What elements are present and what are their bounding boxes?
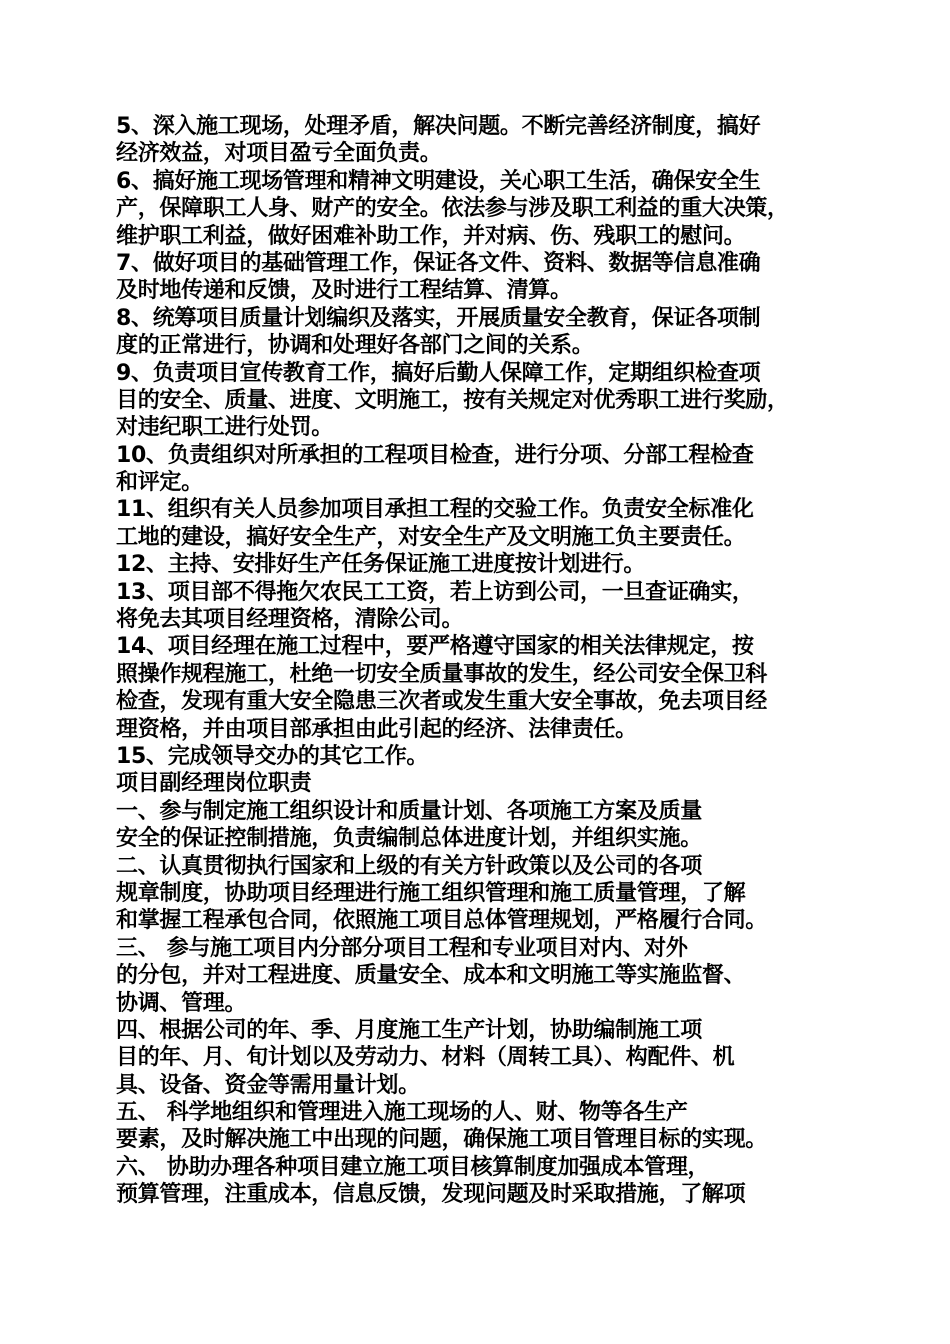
- text-line: 照操作规程施工，杜绝一切安全质量事故的发生，经公司安全保卫科: [116, 661, 768, 687]
- text-line: 的分包，并对工程进度、质量安全、成本和文明施工等实施监督、: [116, 963, 746, 989]
- text-line: 四、根据公司的年、季、月度施工生产计划，协助编制施工项: [116, 1017, 702, 1043]
- text-line: 对违纪职工进行处罚。: [116, 415, 334, 441]
- text-line: 11、组织有关人员参加项目承担工程的交验工作。负责安全标准化: [116, 497, 754, 523]
- text-line: 9、负责项目宣传教育工作，搞好后勤人保障工作，定期组织检查项: [116, 360, 761, 386]
- text-line: 具、设备、资金等需用量计划。: [116, 1072, 420, 1098]
- text-line: 目的安全、质量、进度、文明施工，按有关规定对优秀职工进行奖励，: [116, 387, 789, 413]
- text-line: 产，保障职工人身、财产的安全。依法参与涉及职工利益的重大决策，: [116, 196, 789, 222]
- text-line: 12、主持、安排好生产任务保证施工进度按计划进行。: [116, 552, 646, 578]
- text-line: 理资格，并由项目部承担由此引起的经济、法律责任。: [116, 716, 637, 742]
- text-line: 14、项目经理在施工过程中，要严格遵守国家的相关法律规定，按: [116, 634, 754, 660]
- text-line: 将免去其项目经理资格，清除公司。: [116, 607, 464, 633]
- text-line: 要素，及时解决施工中出现的问题，确保施工项目管理目标的实现。: [116, 1127, 768, 1153]
- text-line: 10、负责组织对所承担的工程项目检查，进行分项、分部工程检查: [116, 442, 754, 468]
- text-line: 5、深入施工现场，处理矛盾，解决问题。不断完善经济制度，搞好: [116, 114, 761, 139]
- text-line: 维护职工利益，做好困难补助工作，并对病、伤、残职工的慰问。: [116, 223, 746, 249]
- text-line: 7、做好项目的基础管理工作，保证各文件、资料、数据等信息准确: [116, 250, 761, 276]
- text-line: 检查，发现有重大安全隐患三次者或发生重大安全事故，免去项目经: [116, 689, 768, 715]
- text-line: 度的正常进行，协调和处理好各部门之间的关系。: [116, 333, 594, 359]
- text-line: 协调、管理。: [116, 990, 247, 1016]
- text-line: 13、项目部不得拖欠农民工工资，若上访到公司，一旦查证确实，: [116, 579, 754, 605]
- text-line: 安全的保证控制措施，负责编制总体进度计划，并组织实施。: [116, 826, 702, 852]
- text-line: 及时地传递和反馈，及时进行工程结算、清算。: [116, 278, 572, 304]
- text-line: 8、统筹项目质量计划编织及落实，开展质量安全教育，保证各项制: [116, 305, 761, 331]
- text-line: 和评定。: [116, 470, 203, 496]
- text-line: 6、搞好施工现场管理和精神文明建设，关心职工生活，确保安全生: [116, 168, 761, 194]
- text-line: 项目副经理岗位职责: [116, 771, 312, 797]
- text-line: 预算管理，注重成本，信息反馈，发现问题及时采取措施，了解项: [116, 1182, 746, 1208]
- text-line: 和掌握工程承包合同，依照施工项目总体管理规划，严格履行合同。: [116, 908, 768, 934]
- text-line: 目的年、月、旬计划以及劳动力、材料（周转工具）、构配件、机: [116, 1045, 735, 1071]
- text-line: 规章制度，协助项目经理进行施工组织管理和施工质量管理，了解: [116, 880, 746, 906]
- text-line: 二、认真贯彻执行国家和上级的有关方针政策以及公司的各项: [116, 853, 702, 879]
- text-line: 经济效益，对项目盈亏全面负责。: [116, 141, 442, 167]
- text-line: 五、 科学地组织和管理进入施工现场的人、财、物等各生产: [116, 1100, 688, 1126]
- text-line: 六、 协助办理各种项目建立施工项目核算制度加强成本管理，: [116, 1154, 710, 1180]
- text-line: 工地的建设，搞好安全生产，对安全生产及文明施工负主要责任。: [116, 524, 746, 550]
- text-line: 一、参与制定施工组织设计和质量计划、各项施工方案及质量: [116, 798, 702, 824]
- body-text: [116, 113, 836, 1209]
- text-line: 15、完成领导交办的其它工作。: [116, 743, 429, 769]
- text-line: 三、 参与施工项目内分部分项目工程和专业项目对内、对外: [116, 935, 688, 961]
